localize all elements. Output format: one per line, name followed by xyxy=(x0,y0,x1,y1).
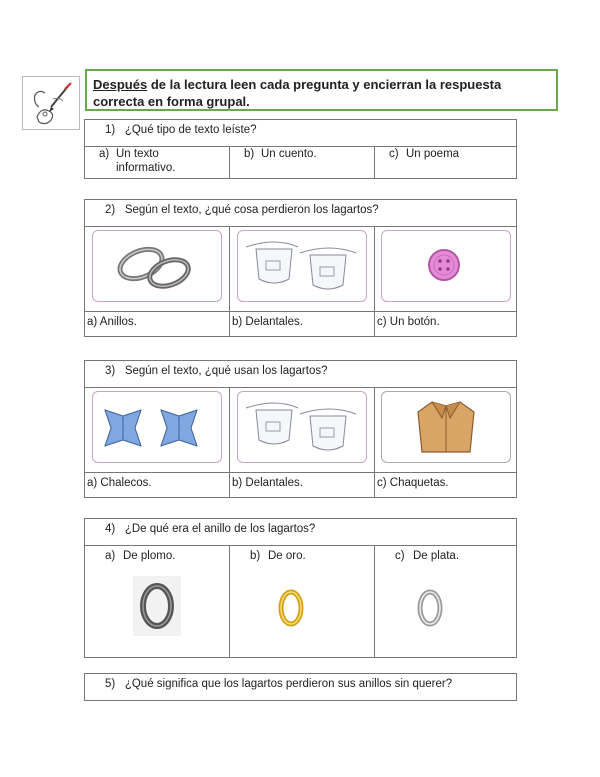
question-5-number: 5) xyxy=(105,678,116,690)
question-4-table xyxy=(84,518,517,658)
button-icon xyxy=(381,230,511,302)
question-1-header xyxy=(85,120,517,147)
jacket-icon xyxy=(381,391,511,463)
q3-image-b[interactable] xyxy=(230,388,375,473)
q2-image-b[interactable] xyxy=(230,227,375,312)
q1-option-c-letter: c) xyxy=(389,148,399,160)
silver-ring-icon xyxy=(413,586,516,633)
q1-option-b-text: Un cuento. xyxy=(261,148,317,160)
writing-pictogram-icon xyxy=(22,76,80,130)
q4-option-a-letter: a) xyxy=(105,550,116,562)
q2-image-c[interactable] xyxy=(375,227,517,312)
q2-option-b[interactable]: b) Delantales. xyxy=(230,312,375,337)
question-4-number: 4) xyxy=(105,523,116,535)
instruction-box xyxy=(85,69,558,111)
q3-image-c[interactable] xyxy=(375,388,517,473)
question-3-header xyxy=(85,361,517,388)
q3-option-c[interactable]: c) Chaquetas. xyxy=(375,473,517,498)
gold-ring-icon xyxy=(274,586,374,633)
instruction-text: de la lectura leen cada pregunta y encierran la respuesta correcta en forma grupal. xyxy=(93,77,502,109)
q4-option-a-text: De plomo. xyxy=(123,550,176,562)
q4-option-b-text: De oro. xyxy=(268,550,306,562)
q2-option-a[interactable]: a) Anillos. xyxy=(85,312,230,337)
q4-option-a[interactable] xyxy=(85,546,230,658)
q1-option-b[interactable] xyxy=(230,147,375,179)
question-4-text: ¿De qué era el anillo de los lagartos? xyxy=(124,523,316,535)
question-3-table xyxy=(84,360,517,498)
rings-icon xyxy=(92,230,222,302)
q2-option-c[interactable]: c) Un botón. xyxy=(375,312,517,337)
lead-ring-icon xyxy=(133,576,229,639)
question-3-text: Según el texto, ¿qué usan los lagartos? xyxy=(124,365,328,377)
question-2-header xyxy=(85,200,517,227)
question-1-text: ¿Qué tipo de texto leíste? xyxy=(124,124,257,136)
aprons-icon xyxy=(237,391,367,463)
question-2-table xyxy=(84,199,517,337)
q1-option-a-letter: a) xyxy=(99,148,110,160)
q3-image-a[interactable] xyxy=(85,388,230,473)
aprons-icon xyxy=(237,230,367,302)
question-3-number: 3) xyxy=(105,365,116,377)
q4-option-b-letter: b) xyxy=(250,550,261,562)
q3-option-a[interactable]: a) Chalecos. xyxy=(85,473,230,498)
q4-option-c[interactable] xyxy=(375,546,517,658)
q3-option-b[interactable]: b) Delantales. xyxy=(230,473,375,498)
q4-option-b[interactable] xyxy=(230,546,375,658)
instruction-emphasis: Después xyxy=(93,77,148,92)
q1-option-a[interactable] xyxy=(85,147,230,179)
q1-option-c-text: Un poema xyxy=(406,148,460,160)
question-4-header xyxy=(85,519,517,546)
question-2-text: Según el texto, ¿qué cosa perdieron los lagartos? xyxy=(124,204,379,216)
q1-option-c[interactable] xyxy=(375,147,517,179)
question-5-table xyxy=(84,673,517,701)
question-1-table xyxy=(84,119,517,179)
q1-option-b-letter: b) xyxy=(244,148,255,160)
q4-option-c-text: De plata. xyxy=(413,550,460,562)
question-2-number: 2) xyxy=(105,204,116,216)
question-1-number: 1) xyxy=(105,124,116,136)
question-5-text: ¿Qué significa que los lagartos perdieron sus anillos sin querer? xyxy=(124,678,453,690)
question-5-header xyxy=(85,674,517,701)
vests-icon xyxy=(92,391,222,463)
q1-option-a-text: Un texto informativo. xyxy=(116,148,176,174)
q2-image-a[interactable] xyxy=(85,227,230,312)
q4-option-c-letter: c) xyxy=(395,550,405,562)
